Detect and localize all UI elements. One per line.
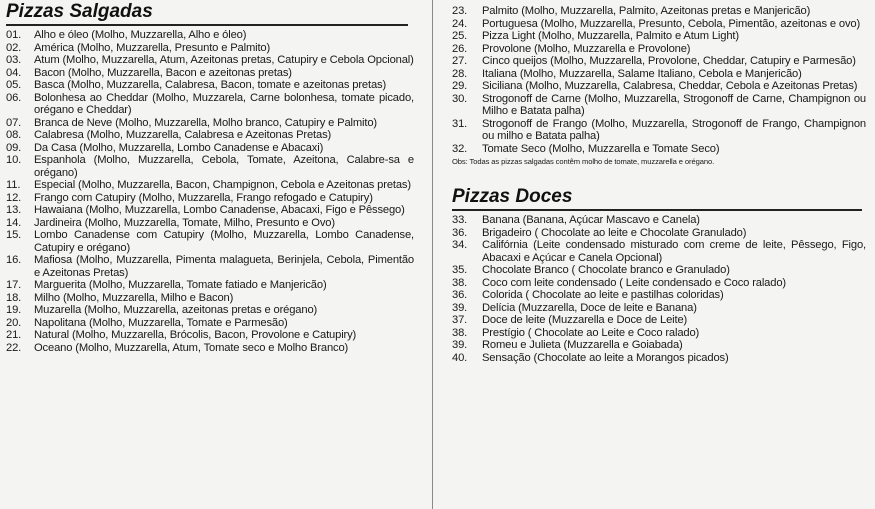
menu-item (452, 80, 866, 93)
salgadas-list-right (452, 5, 866, 155)
menu-item-number: 14. (6, 216, 22, 229)
menu-item-text: Banana (Banana, Açúcar Mascavo e Canela) (482, 214, 700, 226)
menu-item (6, 329, 414, 342)
salgadas-list-left (6, 29, 414, 354)
menu-item-text: Pizza Light (Molho, Muzzarella, Palmito e Atum Light) (482, 30, 739, 42)
menu-item (6, 192, 414, 205)
menu-item (6, 304, 414, 317)
menu-item-text: Strogonoff de Frango (Molho, Muzzarella, Strogonoff de Frango, Champignon ou milho e Batata palha) (482, 117, 866, 142)
menu-item (452, 352, 866, 365)
menu-item-text: Brigadeiro ( Chocolate ao leite e Chocolate Granulado) (482, 226, 747, 239)
menu-item (452, 30, 866, 43)
menu-item (6, 29, 414, 42)
menu-item-text: Lombo Canadense com Catupiry (Molho, Muzzarella, Lombo Canadense, Catupiry e orégano) (34, 229, 414, 254)
menu-item (452, 314, 866, 327)
menu-item-number: 22. (6, 341, 22, 354)
menu-item-number: 38. (452, 276, 468, 289)
menu-item-number: 03. (6, 54, 22, 66)
menu-item-text: Basca (Molho, Muzzarella, Calabresa, Bacon, tomate e azeitonas pretas) (34, 79, 387, 91)
menu-item-text: Colorida ( Chocolate ao leite e pastilhas coloridas) (482, 289, 724, 301)
menu-item-text: Hawaiana (Molho, Muzzarella, Lombo Canadense, Abacaxi, Figo e Pêssego) (34, 204, 405, 216)
menu-item-number: 26. (452, 42, 468, 55)
menu-item (452, 68, 866, 81)
menu-item-text: Italiana (Molho, Muzzarella, Salame Italiano, Cebola e Manjericão) (482, 67, 802, 80)
menu-item-number: 04. (6, 66, 22, 79)
menu-item (6, 292, 414, 305)
menu-item-text: Espanhola (Molho, Muzzarella, Cebola, Tomate, Azeitona, Calabre-sa e orégano) (34, 154, 414, 179)
menu-item-number: 01. (6, 29, 22, 41)
menu-item-text: Branca de Neve (Molho, Muzzarella, Molho branco, Catupiry e Palmito) (34, 116, 377, 129)
menu-item (452, 327, 866, 340)
menu-item-number: 36. (452, 226, 468, 239)
menu-item (452, 227, 866, 240)
menu-item-number: 23. (452, 5, 468, 17)
menu-item-text: Milho (Molho, Muzzarella, Milho e Bacon) (34, 291, 234, 304)
menu-item-number: 15. (6, 229, 22, 241)
menu-item (452, 55, 866, 68)
menu-item-text: Palmito (Molho, Muzzarella, Palmito, Azeitonas pretas e Manjericão) (482, 5, 811, 17)
menu-item-text: Bacon (Molho, Muzzarella, Bacon e azeitonas pretas) (34, 66, 292, 79)
menu-item-number: 16. (6, 254, 22, 266)
menu-item-text: Calabresa (Molho, Muzzarella, Calabresa e Azeitonas Pretas) (34, 129, 332, 141)
menu-item (452, 277, 866, 290)
menu-item-number: 21. (6, 329, 22, 341)
menu-item (6, 254, 414, 279)
menu-item-number: 35. (452, 264, 468, 276)
menu-item-number: 34. (452, 239, 468, 251)
menu-item-number: 09. (6, 141, 22, 154)
menu-item-text: Atum (Molho, Muzzarella, Atum, Azeitonas pretas, Catupiry e Cebola Opcional) (34, 54, 414, 66)
menu-item-text: Natural (Molho, Muzzarella, Brócolis, Bacon, Provolone e Catupiry) (34, 329, 357, 341)
menu-item (452, 43, 866, 56)
salgadas-heading: Pizzas Salgadas (6, 1, 153, 22)
menu-item (452, 302, 866, 315)
menu-item (6, 217, 414, 230)
menu-item-text: Delícia (Muzzarella, Doce de leite e Banana) (482, 301, 697, 314)
menu-item-number: 25. (452, 30, 468, 42)
menu-item (6, 204, 414, 217)
menu-item-number: 37. (452, 314, 468, 326)
menu-item (452, 5, 866, 18)
menu-item-number: 19. (6, 304, 22, 316)
menu-item (452, 18, 866, 31)
menu-item (6, 179, 414, 192)
menu-item-number: 02. (6, 41, 22, 54)
doces-list (452, 214, 866, 364)
menu-item-number: 07. (6, 116, 22, 129)
menu-item (6, 129, 414, 142)
menu-item-number: 12. (6, 191, 22, 204)
menu-item-text: América (Molho, Muzzarella, Presunto e Palmito) (34, 41, 271, 54)
menu-item-text: Marguerita (Molho, Muzzarella, Tomate fatiado e Manjericão) (34, 279, 327, 291)
menu-item-number: 05. (6, 79, 22, 91)
menu-item (6, 54, 414, 67)
menu-item-number: 39. (452, 339, 468, 351)
menu-item-text: Da Casa (Molho, Muzzarella, Lombo Canadense e Abacaxi) (34, 141, 324, 154)
menu-item (6, 154, 414, 179)
menu-item-number: 10. (6, 154, 22, 166)
menu-item-number: 30. (452, 92, 468, 105)
menu-item-text: Jardineira (Molho, Muzzarella, Tomate, Milho, Presunto e Ovo) (34, 216, 335, 229)
column-divider (432, 0, 433, 509)
menu-item-text: Doce de leite (Muzzarella e Doce de Leite) (482, 314, 688, 326)
doces-heading-rule (452, 209, 862, 211)
menu-item-number: 27. (452, 55, 468, 67)
menu-item-number: 29. (452, 80, 468, 92)
salgadas-heading-rule (6, 24, 408, 26)
right-column (452, 0, 866, 364)
menu-item (452, 143, 866, 156)
menu-item (6, 79, 414, 92)
menu-item-number: 24. (452, 17, 468, 30)
menu-item-number: 32. (452, 142, 468, 155)
menu-item (6, 229, 414, 254)
menu-item-text: Napolitana (Molho, Muzzarella, Tomate e Parmesão) (34, 316, 288, 329)
menu-item (452, 264, 866, 277)
menu-item-number: 39. (452, 301, 468, 314)
menu-item (6, 279, 414, 292)
menu-item-text: Tomate Seco (Molho, Muzzarella e Tomate Seco) (482, 142, 720, 155)
menu-item-text: Prestígio ( Chocolate ao Leite e Coco ralado) (482, 326, 700, 339)
menu-item (6, 317, 414, 330)
menu-item (452, 118, 866, 143)
menu-item-number: 11. (6, 179, 21, 191)
menu-item-text: Romeu e Julieta (Muzzarella e Goiabada) (482, 339, 683, 351)
menu-item-number: 13. (6, 204, 22, 216)
menu-item-number: 36. (452, 289, 468, 301)
menu-item-number: 38. (452, 326, 468, 339)
menu-item (6, 142, 414, 155)
menu-item-number: 31. (452, 117, 468, 130)
menu-item (452, 339, 866, 352)
menu-item-text: Sensação (Chocolate ao leite a Morangos picados) (482, 351, 729, 364)
menu-item (6, 117, 414, 130)
menu-item-number: 18. (6, 291, 22, 304)
menu-item (452, 93, 866, 118)
menu-item (452, 214, 866, 227)
menu-item-text: Frango com Catupiry (Molho, Muzzarella, Frango refogado e Catupiry) (34, 191, 373, 204)
menu-item-text: Oceano (Molho, Muzzarella, Atum, Tomate seco e Molho Branco) (34, 341, 349, 354)
menu-item-text: Especial (Molho, Muzzarella, Bacon, Champignon, Cebola e Azeitonas pretas) (34, 179, 411, 191)
menu-item-number: 33. (452, 214, 468, 226)
menu-item-text: Chocolate Branco ( Chocolate branco e Granulado) (482, 264, 730, 276)
menu-item-text: Provolone (Molho, Muzzarella e Provolone) (482, 42, 691, 55)
menu-item-text: Bolonhesa ao Cheddar (Molho, Muzzarela, Carne bolonhesa, tomate picado, orégano e Cheddar) (34, 91, 414, 116)
menu-item (6, 342, 414, 355)
doces-heading: Pizzas Doces (452, 186, 573, 207)
menu-item-number: 08. (6, 129, 22, 141)
menu-item-text: Alho e óleo (Molho, Muzzarella, Alho e óleo) (34, 29, 247, 41)
menu-item-text: Coco com leite condensado ( Leite condensado e Coco ralado) (482, 276, 786, 289)
menu-item (6, 42, 414, 55)
menu-item-text: Siciliana (Molho, Muzzarella, Calabresa, Cheddar, Cebola e Azeitonas Pretas) (482, 80, 858, 92)
menu-item-text: Strogonoff de Carne (Molho, Muzzarella, Strogonoff de Carne, Champignon ou Milho e Batata palha) (482, 92, 866, 117)
menu-item-number: 20. (6, 316, 22, 329)
menu-item (452, 239, 866, 264)
menu-item-number: 06. (6, 91, 22, 104)
menu-item-text: Portuguesa (Molho, Muzzarella, Presunto, Cebola, Pimentão, azeitonas e ovo) (482, 17, 861, 30)
menu-item-number: 17. (6, 279, 22, 291)
menu-item (6, 92, 414, 117)
salgadas-note: Obs: Todas as pizzas salgadas contêm molho de tomate, muzzarella e orégano. (452, 157, 715, 166)
menu-item (452, 289, 866, 302)
menu-item-text: Califórnia (Leite condensado misturado com creme de leite, Pêssego, Figo, Abacaxi e Açúcar e Canela Opcional) (482, 239, 866, 264)
menu-item (6, 67, 414, 80)
menu-item-text: Mafiosa (Molho, Muzzarella, Pimenta malagueta, Berinjela, Cebola, Pimentão e Azeitonas Pretas) (34, 254, 414, 279)
menu-item-text: Cinco queijos (Molho, Muzzarella, Provolone, Cheddar, Catupiry e Parmesão) (482, 55, 856, 67)
menu-item-number: 28. (452, 67, 468, 80)
menu-item-text: Muzarella (Molho, Muzzarella, azeitonas pretas e orégano) (34, 304, 318, 316)
left-column (6, 0, 414, 354)
menu-item-number: 40. (452, 351, 468, 364)
